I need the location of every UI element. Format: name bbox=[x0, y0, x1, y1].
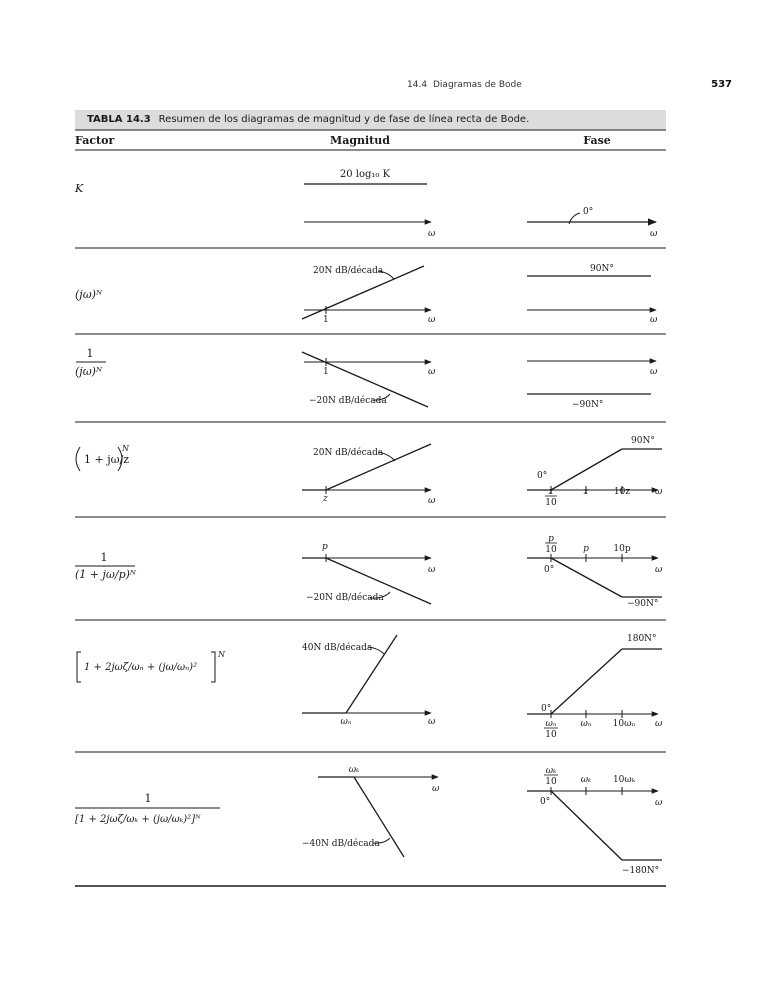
mag-tick-label-quadratic-zero: ωₙ bbox=[340, 717, 352, 727]
factor-zero: 1 + jω/z bbox=[84, 453, 130, 466]
phase-bottom-pole: −90N° bbox=[627, 599, 659, 609]
phase-tick-2-label-pole: p bbox=[583, 544, 589, 554]
row-zero bbox=[76, 436, 663, 508]
phase-tick-2-label-quadratic-pole: ωₖ bbox=[580, 775, 592, 785]
phase-label-differentiator: 90N° bbox=[590, 264, 614, 274]
phase-tick-1-num-zero: z bbox=[548, 487, 554, 497]
row-integrator bbox=[75, 347, 658, 410]
factor-quadratic-pole-num: 1 bbox=[144, 792, 152, 805]
phase-tick-1-num-quadratic-pole: ωₖ bbox=[545, 766, 557, 776]
factor-differentiator: (jω)ᴺ bbox=[75, 288, 103, 301]
mag-axis-label: ω bbox=[428, 496, 436, 506]
phase-tick-3-label-quadratic-zero: 10ωₙ bbox=[612, 719, 636, 729]
page-number: 537 bbox=[711, 79, 732, 90]
factor-bracket-right bbox=[211, 652, 215, 682]
factor-pole-num: 1 bbox=[100, 551, 108, 564]
phase-zero-label-quadratic-pole: 0° bbox=[540, 797, 551, 807]
phase-zero-label-zero: 0° bbox=[537, 471, 548, 481]
factor-quadratic-pole-den: [1 + 2jωζ/ωₖ + (jω/ωₖ)²]ᴺ bbox=[75, 814, 201, 825]
phase-label-constant: 0° bbox=[583, 207, 594, 217]
phase-axis-label: ω bbox=[655, 487, 663, 497]
mag-axis-label: ω bbox=[432, 784, 440, 794]
mag-tick-label-quadratic-pole: ωₖ bbox=[348, 765, 360, 775]
mag-slope-differentiator: 20N dB/década bbox=[313, 266, 384, 276]
factor-quadratic-zero-exp: N bbox=[218, 650, 225, 659]
phase-tick-3-label-quadratic-pole: 10ωₖ bbox=[612, 775, 636, 785]
mag-slope-zero: 20N dB/década bbox=[313, 448, 384, 458]
phase-ramp-quadratic-zero bbox=[551, 649, 622, 714]
mag-axis-label: ω bbox=[428, 367, 436, 377]
phase-axis-label: ω bbox=[655, 798, 663, 808]
phase-ramp-zero bbox=[551, 449, 622, 490]
mag-axis-label: ω bbox=[428, 229, 436, 239]
factor-paren-left bbox=[76, 447, 80, 471]
phase-ramp-pole bbox=[551, 558, 622, 597]
phase-axis-label: ω bbox=[650, 229, 658, 239]
header-section-number: 14.4 bbox=[407, 80, 428, 90]
factor-integrator-den: (jω)ᴺ bbox=[75, 365, 103, 378]
factor-zero-exp: N bbox=[122, 444, 129, 453]
phase-axis-label: ω bbox=[650, 315, 658, 325]
mag-slope-integrator: −20N dB/década bbox=[309, 396, 387, 406]
table-caption-text: Resumen de los diagramas de magnitud y de fase de línea recta de Bode. bbox=[158, 114, 530, 125]
phase-tick-3-label-zero: 10z bbox=[613, 487, 631, 497]
table-caption-label: TABLA 14.3 bbox=[87, 114, 151, 125]
phase-tick-1-den-quadratic-zero: 10 bbox=[545, 730, 557, 740]
factor-constant: K bbox=[75, 182, 84, 195]
factor-integrator-num: 1 bbox=[86, 347, 94, 360]
phase-top-quadratic-zero: 180N° bbox=[627, 634, 657, 644]
phase-tick-1-num-pole: p bbox=[548, 534, 554, 544]
factor-pole-den: (1 + jω/p)ᴺ bbox=[75, 568, 136, 581]
mag-slope-quadratic-pole: −40N dB/década bbox=[302, 839, 380, 849]
mag-axis-label: ω bbox=[428, 315, 436, 325]
phase-tick-1-num-quadratic-zero: ωₙ bbox=[545, 719, 557, 729]
phase-tick-1-den-zero: 10 bbox=[545, 498, 557, 508]
mag-tick-label-pole: p bbox=[322, 542, 328, 552]
phase-axis-label: ω bbox=[655, 719, 663, 729]
mag-tick-label-integrator: 1 bbox=[323, 367, 329, 377]
mag-tick-label-zero: z bbox=[323, 494, 328, 504]
phase-tick-2-label-quadratic-zero: ωₙ bbox=[580, 719, 592, 729]
row-differentiator bbox=[75, 264, 658, 325]
phase-zero-label-pole: 0° bbox=[544, 565, 555, 575]
col-header-factor: Factor bbox=[75, 134, 115, 147]
phase-label-integrator: −90N° bbox=[572, 400, 604, 410]
mag-axis-label: ω bbox=[428, 717, 436, 727]
phase-ramp-quadratic-pole bbox=[551, 791, 622, 860]
row-quadratic-zero bbox=[77, 634, 663, 740]
mag-tick-label-differentiator: 1 bbox=[323, 315, 329, 325]
phase-tick-1-den-pole: 10 bbox=[545, 545, 557, 555]
mag-slope-pole: −20N dB/década bbox=[306, 593, 384, 603]
factor-quadratic-zero: 1 + 2jωζ/ωₙ + (jω/ωₙ)² bbox=[84, 662, 198, 673]
phase-tick-3-label-pole: 10p bbox=[613, 544, 631, 554]
col-header-phase: Fase bbox=[583, 134, 611, 147]
col-header-magnitude: Magnitud bbox=[330, 134, 390, 147]
mag-axis-label: ω bbox=[428, 565, 436, 575]
mag-label-constant: 20 log₁₀ K bbox=[339, 169, 391, 180]
phase-tick-1-den-quadratic-pole: 10 bbox=[545, 777, 557, 787]
phase-axis-label: ω bbox=[655, 565, 663, 575]
phase-tick-2-label-zero: z bbox=[583, 487, 589, 497]
mag-slope-quadratic-zero: 40N dB/década bbox=[302, 643, 373, 653]
phase-bottom-quadratic-pole: −180N° bbox=[622, 866, 660, 876]
header-chapter-title: Diagramas de Bode bbox=[433, 80, 522, 90]
phase-top-zero: 90N° bbox=[631, 436, 655, 446]
factor-bracket-left bbox=[77, 652, 81, 682]
phase-zero-label-quadratic-zero: 0° bbox=[541, 704, 552, 714]
row-pole bbox=[75, 534, 663, 609]
row-quadratic-pole bbox=[75, 765, 663, 876]
row-constant bbox=[74, 169, 658, 239]
phase-axis-label: ω bbox=[650, 367, 658, 377]
